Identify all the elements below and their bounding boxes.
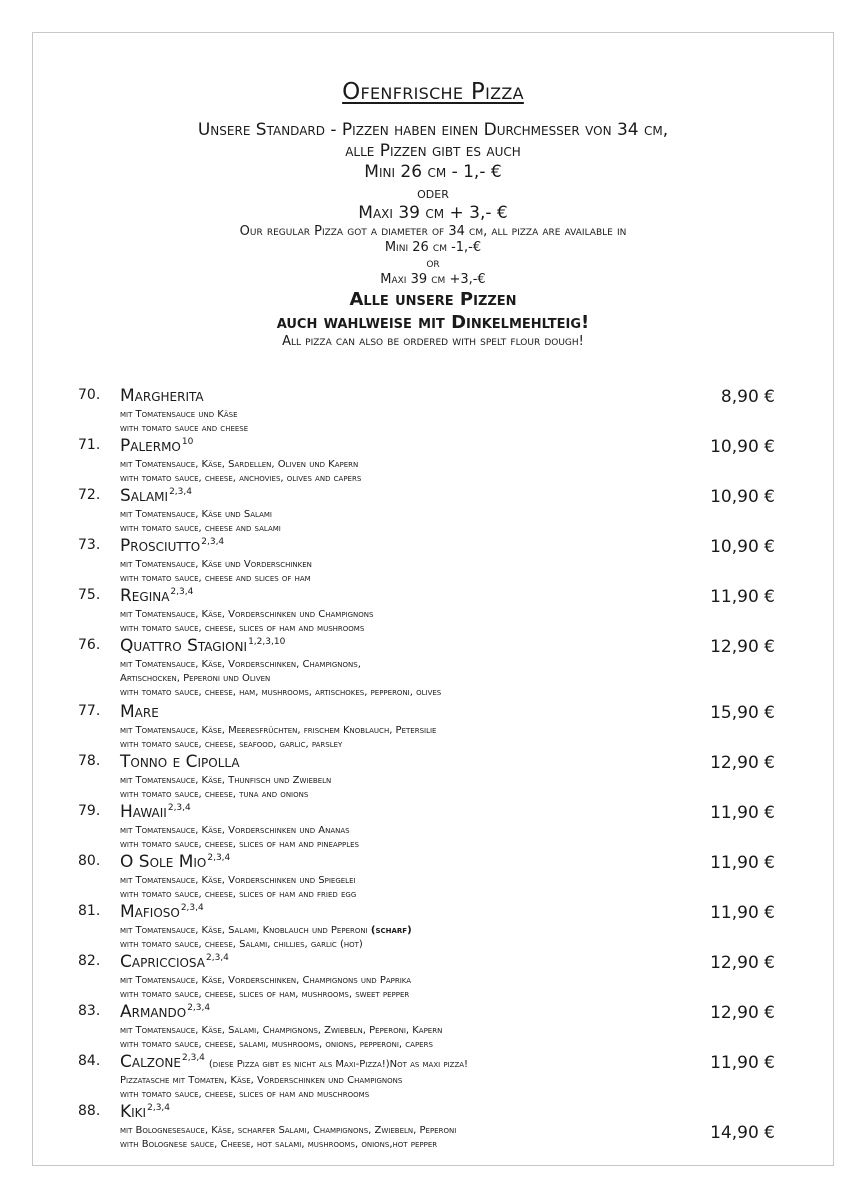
item-number: 76.: [78, 637, 101, 653]
list-item: [0, 702, 848, 752]
item-number: 83.: [78, 1003, 101, 1019]
item-number: 88.: [78, 1103, 101, 1119]
item-price: 12,90 €: [710, 637, 775, 657]
list-item: [0, 386, 848, 436]
item-description-de: mit Tomatensauce, Käse, Vorderschinken, Champignons und Paprika: [120, 975, 412, 986]
item-description-de: Pizzatasche mit Tomaten, Käse, Vorderschinken und Champignons: [120, 1075, 403, 1086]
item-name: Mare: [120, 702, 159, 722]
item-name: O Sole Mio$^{2,3,4}$: [120, 852, 231, 872]
item-number: 70.: [78, 387, 101, 403]
item-description-de: mit Tomatensauce, Käse, Vorderschinken und Champignons: [120, 609, 374, 620]
item-description-de: mit Tomatensauce, Käse, Vorderschinken und Ananas: [120, 825, 350, 836]
item-description-en: with tomato sauce, cheese, slices of ham, mushrooms, sweet pepper: [120, 989, 410, 1000]
allergen-codes: 10: [181, 437, 194, 448]
item-price: 12,90 €: [710, 953, 775, 973]
item-number: 79.: [78, 803, 101, 819]
calzone-note: (diese Pizza gibt es nicht als Maxi-Pizza!)Not as maxi pizza!: [208, 1059, 469, 1070]
item-price: 11,90 €: [710, 853, 775, 873]
oder-line: oder: [417, 183, 449, 202]
item-price: 10,90 €: [710, 537, 775, 557]
item-price: 8,90 €: [720, 387, 775, 407]
list-item: [0, 902, 848, 952]
item-description-de-line2: Artischocken, Peperoni und Oliven: [120, 673, 271, 684]
item-description-en: with tomato sauce, cheese, ham, mushrooms, artischokes, pepperoni, olives: [120, 687, 442, 698]
allergen-codes: 2,3,4: [147, 1103, 171, 1114]
item-number: 81.: [78, 903, 101, 919]
list-item: [0, 1102, 848, 1158]
list-item: [0, 486, 848, 536]
item-name: Prosciutto$^{2,3,4}$: [120, 536, 225, 556]
list-item: [0, 802, 848, 852]
item-number: 72.: [78, 487, 101, 503]
item-price: 11,90 €: [710, 903, 775, 923]
item-name: Capricciosa$^{2,3,4}$: [120, 952, 229, 972]
item-price: 10,90 €: [710, 487, 775, 507]
item-price: 11,90 €: [710, 1053, 775, 1073]
allergen-codes: 2,3,4: [167, 803, 191, 814]
item-description-de: mit Tomatensauce, Käse, Vorderschinken und Spiegelei: [120, 875, 356, 886]
item-description-de: mit Tomatensauce, Käse, Meeresfrüchten, frischem Knoblauch, Petersilie: [120, 725, 437, 736]
item-price: 15,90 €: [710, 703, 775, 723]
item-description-en: with tomato sauce, cheese, Salami, chillies, garlic (hot): [120, 939, 363, 950]
item-description-de: mit Tomatensauce, Käse, Vorderschinken, Champignons,: [120, 659, 361, 670]
item-number: 75.: [78, 587, 101, 603]
item-description-de: mit Tomatensauce, Käse und Salami: [120, 509, 272, 520]
english-intro-line: Our regular Pizza got a diameter of 34 cm, all pizza are available in: [239, 224, 627, 239]
list-item: [0, 1002, 848, 1052]
item-description-en: with tomato sauce, cheese, slices of ham and fried egg: [120, 889, 357, 900]
allergen-codes: 2,3,4: [207, 853, 231, 864]
item-price: 10,90 €: [710, 437, 775, 457]
spelt-english-line: All pizza can also be ordered with spelt flour dough!: [282, 334, 584, 349]
allergen-codes: 1,2,3,10: [248, 637, 286, 648]
allergen-codes: 2,3,4: [170, 587, 194, 598]
item-description-en: with tomato sauce, cheese, tuna and onions: [120, 789, 309, 800]
item-description-en: with tomato sauce, cheese, seafood, garlic, parsley: [120, 739, 343, 750]
item-description-de: mit Tomatensauce, Käse, Sardellen, Oliven und Kapern: [120, 459, 359, 470]
spelt-heading-2: auch wahlweise mit Dinkelmehlteig!: [276, 312, 590, 333]
allergen-codes: 2,3,4: [182, 1053, 205, 1064]
spicy-label: (scharf): [370, 925, 412, 936]
item-name: Palermo$^{10}$: [120, 436, 194, 456]
item-description-en: with tomato sauce, cheese, slices of ham and muschrooms: [120, 1089, 370, 1100]
item-description-en: with Bolognese sauce, Cheese, hot salami, mushrooms, onions,hot pepper: [120, 1139, 438, 1150]
item-price: 11,90 €: [710, 587, 775, 607]
spelt-heading-1: Alle unsere Pizzen: [349, 289, 517, 310]
maxi-size-line: Maxi 39 cm + 3,- €: [358, 203, 508, 223]
item-name: Tonno e Cipolla: [120, 752, 240, 772]
item-description-en: with tomato sauce and cheese: [120, 423, 249, 434]
allergen-codes: 2,3,4: [187, 1003, 211, 1014]
english-mini-line: Mini 26 cm -1,-€: [384, 240, 482, 255]
list-item: [0, 852, 848, 902]
item-description-de: mit Tomatensauce und Käse: [120, 409, 238, 420]
item-description-en: with tomato sauce, cheese and salami: [120, 523, 281, 534]
list-item: [0, 752, 848, 802]
item-name: Calzone$^{2,3,4}$(diese Pizza gibt es nicht als Maxi-Pizza!)Not as maxi pizza!: [120, 1052, 469, 1072]
item-name: Salami$^{2,3,4}$: [120, 486, 192, 506]
item-number: 77.: [78, 703, 101, 719]
menu-header: [32, 78, 834, 350]
list-item: [0, 536, 848, 586]
item-number: 80.: [78, 853, 101, 869]
list-item: [0, 952, 848, 1002]
allergen-codes: 2,3,4: [180, 903, 204, 914]
item-description-en: with tomato sauce, cheese, salami, mushrooms, onions, pepperoni, capers: [120, 1039, 433, 1050]
item-number: 73.: [78, 537, 101, 553]
allergen-codes: 2,3,4: [205, 953, 229, 964]
item-description-de: mit Tomatensauce, Käse und Vorderschinken: [120, 559, 312, 570]
item-description-en: with tomato sauce, cheese, slices of ham and mushrooms: [120, 623, 365, 634]
english-or-line: or: [426, 256, 440, 271]
item-description-en: with tomato sauce, cheese and slices of ham: [120, 573, 311, 584]
item-description-en: with tomato sauce, cheese, slices of ham and pineapples: [120, 839, 359, 850]
item-name: Quattro Stagioni$^{1,2,3,10}$: [120, 636, 286, 656]
english-maxi-line: Maxi 39 cm +3,-€: [380, 272, 486, 287]
item-name: Mafioso$^{2,3,4}$: [120, 902, 204, 922]
mini-size-line: Mini 26 cm - 1,- €: [364, 162, 502, 182]
item-number: 82.: [78, 953, 101, 969]
list-item: [0, 586, 848, 636]
list-item: [0, 636, 848, 700]
item-description-en: with tomato sauce, cheese, anchovies, olives and capers: [120, 473, 362, 484]
item-name: Regina$^{2,3,4}$: [120, 586, 194, 606]
item-price: 11,90 €: [710, 803, 775, 823]
list-item: [0, 1052, 848, 1102]
item-number: 71.: [78, 437, 101, 453]
item-description-de: mit Bolognesesauce, Käse, scharfer Salami, Champignons, Zwiebeln, Peperoni: [120, 1125, 457, 1136]
allergen-codes: 2,3,4: [201, 537, 225, 548]
item-description-de: mit Tomatensauce, Käse, Thunfisch und Zwiebeln: [120, 775, 332, 786]
item-name: Margherita: [120, 386, 204, 406]
item-name: Kiki$^{2,3,4}$: [120, 1102, 171, 1122]
page-title: Ofenfrische Pizza: [342, 79, 524, 105]
list-item: [0, 436, 848, 486]
item-price: 12,90 €: [710, 753, 775, 773]
item-name: Hawaii$^{2,3,4}$: [120, 802, 191, 822]
item-price: 14,90 €: [710, 1123, 775, 1143]
item-description-de: mit Tomatensauce, Käse, Salami, Knoblauch und Peperoni (scharf): [120, 925, 412, 936]
item-name: Armando$^{2,3,4}$: [120, 1002, 211, 1022]
intro-line-1: Unsere Standard - Pizzen haben einen Durchmesser von 34 cm,: [197, 120, 669, 140]
allergen-codes: 2,3,4: [169, 487, 192, 498]
intro-line-2: alle Pizzen gibt es auch: [345, 141, 521, 161]
item-price: 12,90 €: [710, 1003, 775, 1023]
item-description-de: mit Tomatensauce, Käse, Salami, Champignons, Zwiebeln, Peperoni, Kapern: [120, 1025, 443, 1036]
item-number: 84.: [78, 1053, 101, 1069]
item-number: 78.: [78, 753, 101, 769]
